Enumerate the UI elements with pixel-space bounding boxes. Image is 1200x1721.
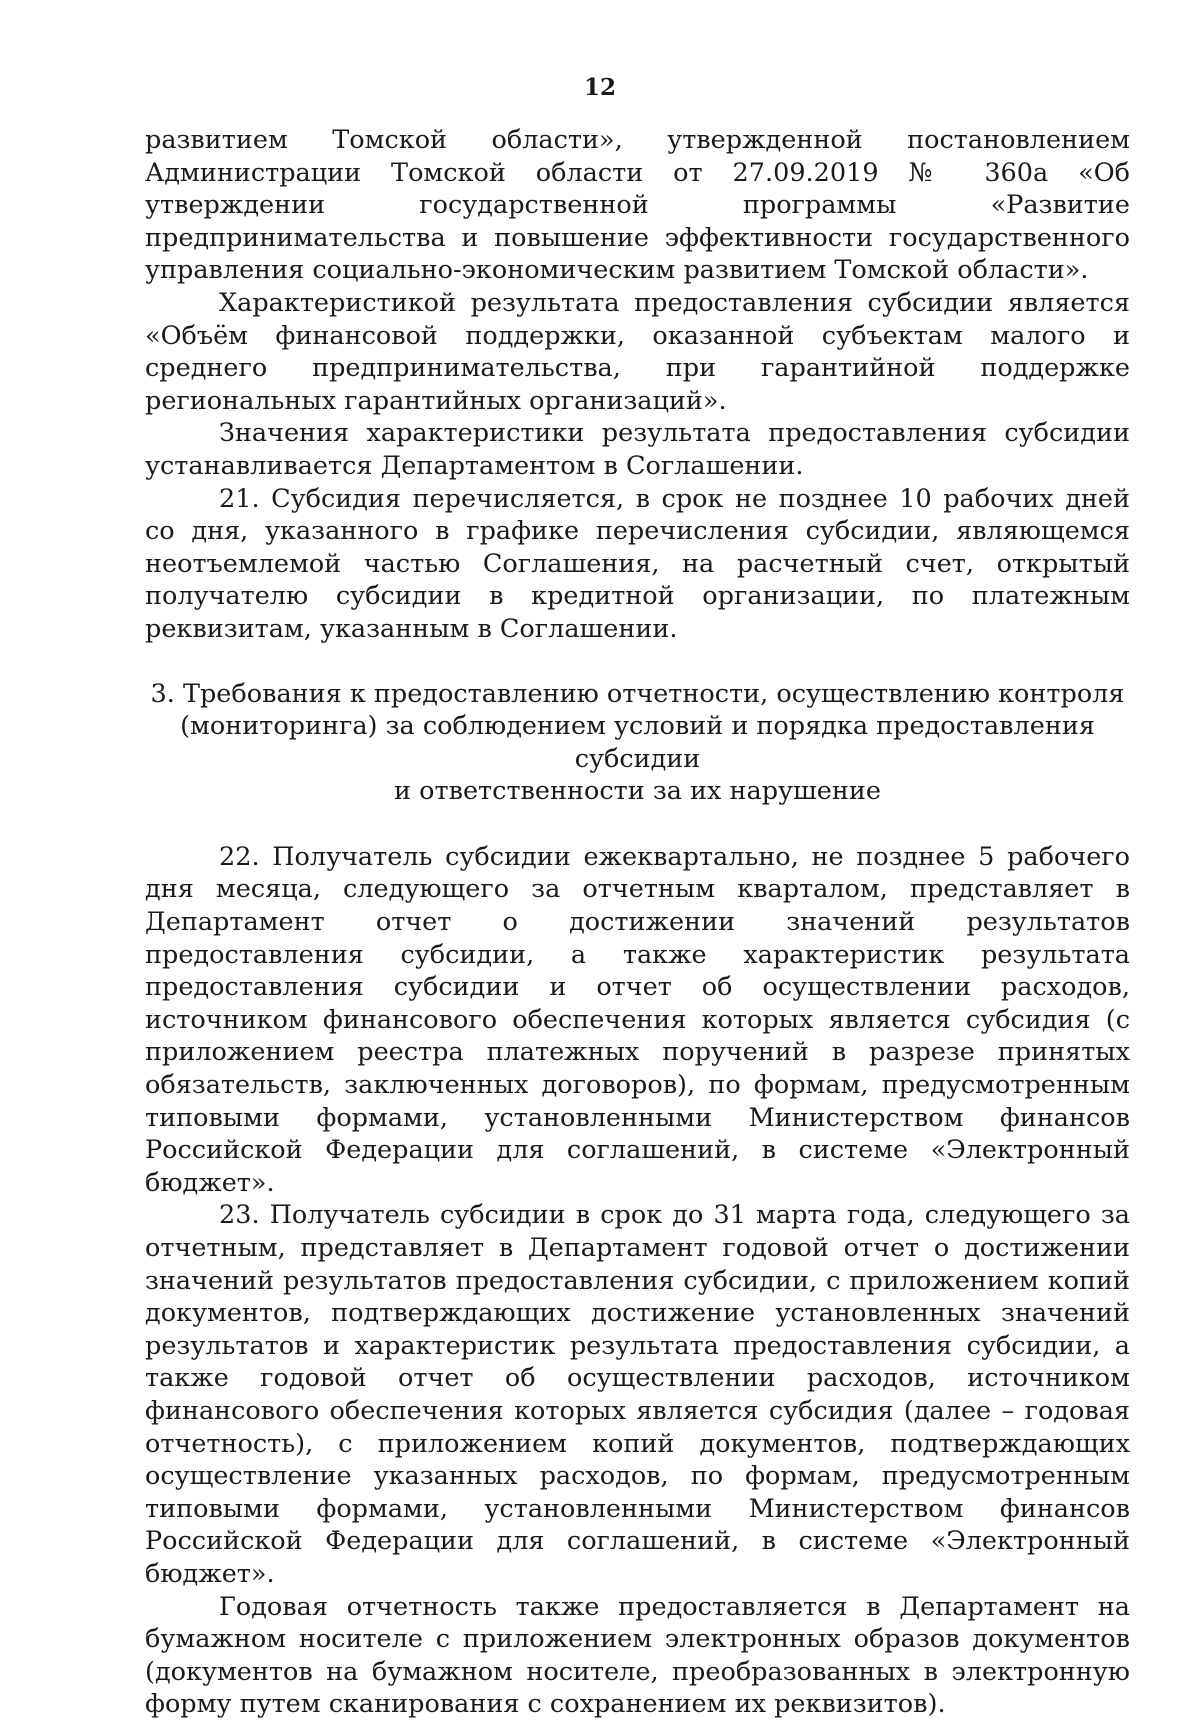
section-title-line: (мониторинга) за соблюдением условий и порядка предоставления субсидии bbox=[180, 711, 1095, 774]
paragraph-continuation: развитием Томской области», утвержденной постановлением Администрации Томской области от 27.09.2019 № 360а «Об утверждении государственной программы «Развитие предпринимательства и повышение эффективности государственного управления социально-экономическим развитием Томской области». bbox=[145, 125, 1130, 286]
paragraph-item-21: 21. Субсидия перечисляется, в срок не позднее 10 рабочих дней со дня, указанного в графике перечисления субсидии, являющемся неотъемлемой частью Соглашения, на расчетный счет, открытый получателю субсидии в кредитной организации, по платежным реквизитам, указанным в Соглашении. bbox=[145, 483, 1130, 644]
page-number: 12 bbox=[583, 74, 616, 101]
section-title-line: 3. Требования к предоставлению отчетности, осуществлению контроля bbox=[150, 678, 1125, 709]
document-body bbox=[145, 124, 1130, 1721]
section-title-line: и ответственности за их нарушение bbox=[394, 776, 881, 807]
paragraph-item-22: 22. Получатель субсидии ежеквартально, не позднее 5 рабочего дня месяца, следующего за отчетным кварталом, представляет в Департамент отчет о достижении значений результатов предоставления субсидии, а также характеристик результата предоставления субсидии и отчет об осуществлении расходов, источником финансового обеспечения которых является субсидия (с приложением реестра платежных поручений в разрезе принятых обязательств, заключенных договоров), по формам, предусмотренным типовыми формами, установленными Министерством финансов Российской Федерации для соглашений, в системе «Электронный бюджет». bbox=[145, 841, 1130, 1198]
section-title bbox=[145, 678, 1130, 808]
paragraph-item-23: 23. Получатель субсидии в срок до 31 марта года, следующего за отчетным, представляет в Департамент годовой отчет о достижении значений результатов предоставления субсидии, с приложением копий документов, подтверждающих достижение установленных значений результатов и характеристик результата предоставления субсидии, а также годовой отчет об осуществлении расходов, источником финансового обеспечения которых является субсидия (далее – годовая отчетность), с приложением копий документов, подтверждающих осуществление указанных расходов, по формам, предусмотренным типовыми формами, установленными Министерством финансов Российской Федерации для соглашений, в системе «Электронный бюджет». bbox=[145, 1200, 1130, 1589]
paragraph-annual-reporting: Годовая отчетность также предоставляется в Департамент на бумажном носителе с приложением электронных образов документов (документов на бумажном носителе, преобразованных в электронную форму путем сканирования с сохранением их реквизитов). bbox=[145, 1591, 1130, 1720]
paragraph-result-characteristic: Характеристикой результата предоставления субсидии является «Объём финансовой поддержки, оказанной субъектам малого и среднего предпринимательства, при гарантийной поддержке региональных гарантийных организаций». bbox=[145, 287, 1130, 416]
paragraph-characteristic-values: Значения характеристики результата предоставления субсидии устанавливается Департаментом в Соглашении. bbox=[145, 418, 1130, 481]
